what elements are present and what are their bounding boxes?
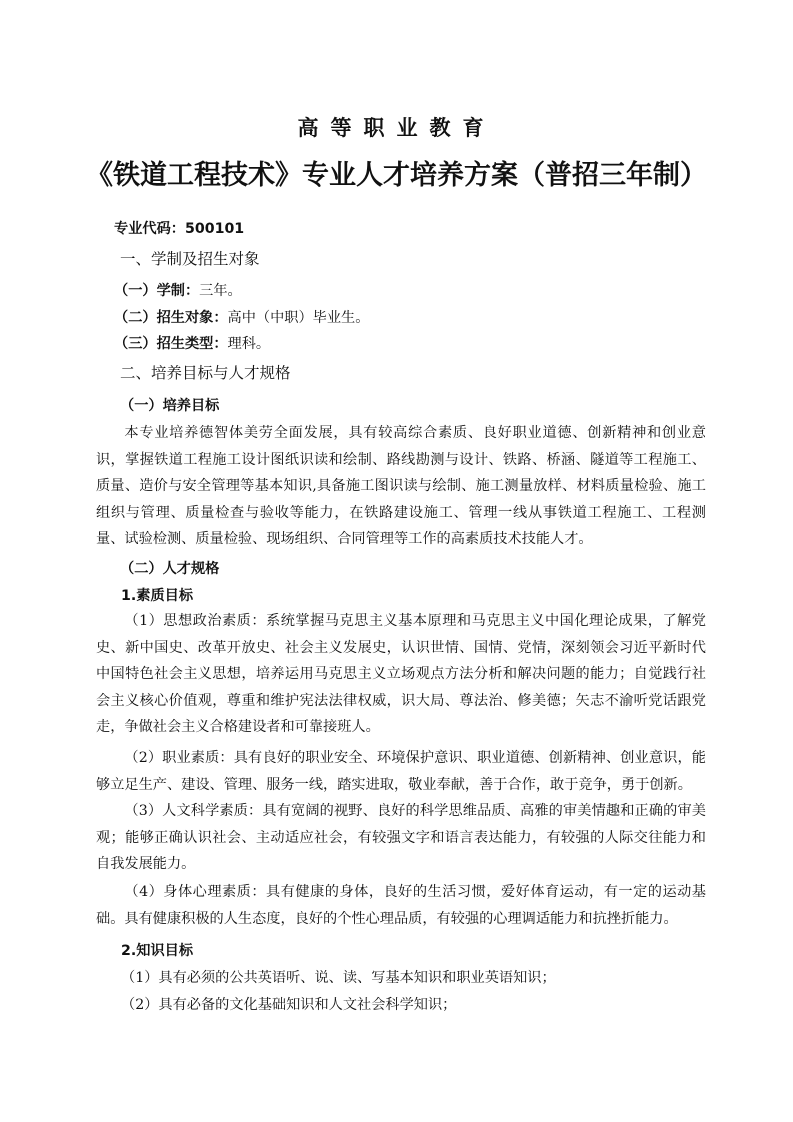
quality-item-humanities: （3）人文科学素质：具有宽阔的视野、良好的科学思维品质、高雅的审美情趣和正确的审美观；能够正确认识社会、主动适应社会，有较强文字和语言表达能力，有较强的人际交往能力和自我发展能力。 bbox=[96, 803, 706, 872]
knowledge-goal-heading: 2.知识目标 bbox=[121, 943, 194, 959]
document-title: 《铁道工程技术》专业人才培养方案（普招三年制） bbox=[86, 160, 707, 191]
major-code-label: 专业代码： bbox=[114, 221, 185, 237]
section1-item-type: （三）招生类型：理科。 bbox=[114, 336, 271, 352]
quality-goal-heading: 1.素质目标 bbox=[121, 588, 194, 604]
section2-heading: 二、培养目标与人才规格 bbox=[120, 364, 291, 382]
training-goal-text: 本专业培养德智体美劳全面发展，具有较高综合素质、良好职业道德、创新精神和创业意识，掌握铁道工程施工设计图纸识读和绘制、路线勘测与设计、铁路、桥涵、隧道等工程施工、质量、造价与安全管理等基本知识,具备施工图识读与绘制、施工测量放样、材料质量检验、施工组织与管理、质量检查与验收等能力，在铁路建设施工、管理一线从事铁道工程施工、工程测量、试验检测、质量检验、现场组织、合同管理等工作的高素质技术技能人才。 bbox=[96, 425, 706, 547]
section1-item-target: （二）招生对象：高中（中职）毕业生。 bbox=[114, 310, 370, 326]
talent-spec-heading: （二）人才规格 bbox=[120, 561, 220, 577]
section1-heading: 一、学制及招生对象 bbox=[120, 250, 260, 268]
major-code bbox=[114, 219, 704, 239]
quality-item-political: （1）思想政治素质：系统掌握马克思主义基本原理和马克思主义中国化理论成果，了解党史、新中国史、改革开放史、社会主义发展史，认识世情、国情、党情，深刻领会习近平新时代中国特色社会主义思想，培养运用马克思主义立场观点方法分析和解决问题的能力；自觉践行社会主义核心价值观，尊重和维护宪法法律权威，识大局、尊法治、修美德；矢志不渝听党话跟党走，争做社会主义合格建设者和可靠接班人。 bbox=[96, 613, 706, 735]
knowledge-item-english: （1）具有必须的公共英语听、说、读、写基本知识和职业英语知识； bbox=[121, 970, 556, 986]
major-code-value: 500101 bbox=[184, 221, 245, 237]
quality-item-professional: （2）职业素质：具有良好的职业安全、环境保护意识、职业道德、创新精神、创业意识，能够立足生产、建设、管理、服务一线，踏实进取，敬业奉献，善于合作，敢于竞争，勇于创新。 bbox=[96, 750, 706, 793]
section1-item-duration: （一）学制：三年。 bbox=[114, 283, 242, 299]
quality-item-physical: （4）身体心理素质：具有健康的身体，良好的生活习惯，爱好体育运动，有一定的运动基础。具有健康积极的人生态度，良好的个性心理品质，有较强的心理调适能力和抗挫折能力。 bbox=[96, 884, 706, 927]
document-subtitle: 高等职业教育 bbox=[297, 116, 496, 140]
knowledge-item-culture: （2）具有必备的文化基础知识和人文社会科学知识； bbox=[121, 997, 457, 1013]
training-goal-heading: （一）培养目标 bbox=[120, 398, 220, 414]
